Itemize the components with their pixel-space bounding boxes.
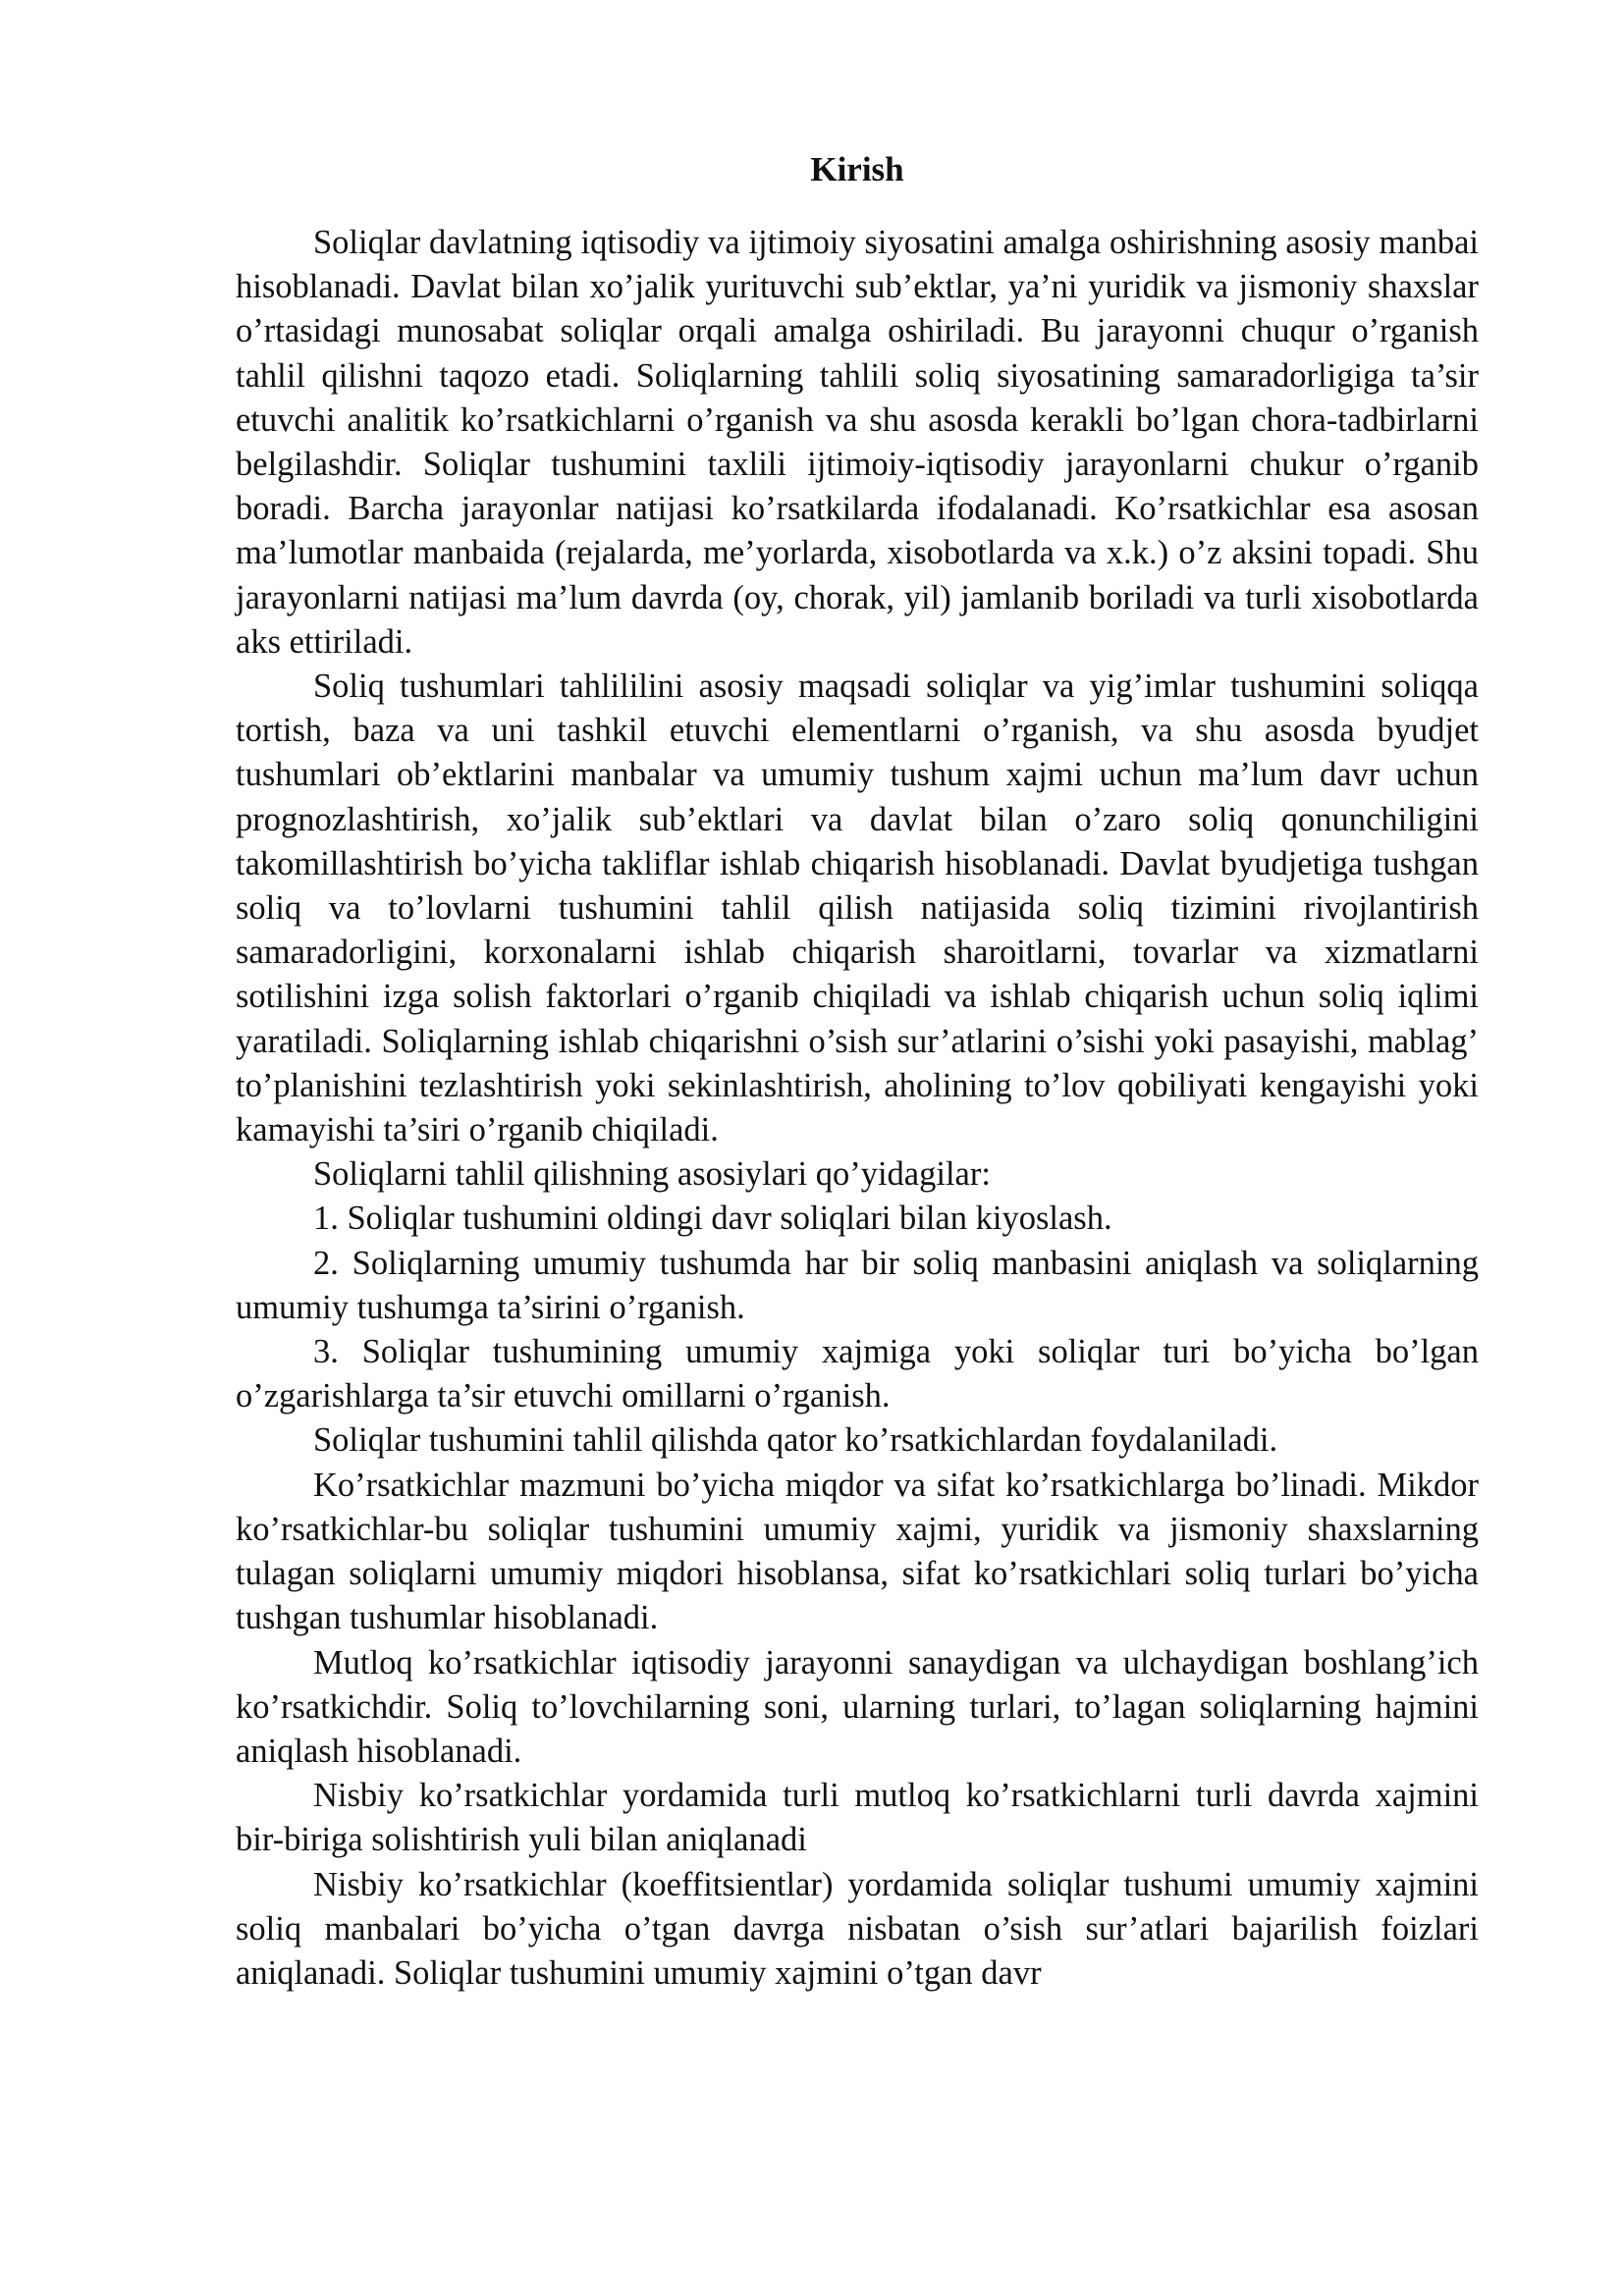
page-title: Kirish [810,150,904,188]
document-page [236,147,1479,1996]
paragraph: Nisbiy ko’rsatkichlar yordamida turli mutloq ko’rsatkichlarni turli davrda xajmini bir-biriga solishtirish yuli bilan aniqlanadi [236,1777,1479,1859]
paragraph: Soliqlar tushumini tahlil qilishda qator ko’rsatkichlardan foydalaniladi. [313,1421,1278,1460]
paragraph: Soliq tushumlari tahlililini asosiy maqsadi soliqlar va yig’imlar tushumini soliqqa tortish, baza va uni tashkil etuvchi elementlarni o’rganish, va shu asosda byudjet tushumlari ob’ektlarini manbalar va umumiy tushum xajmi uchun ma’lum davr uchun prognozlashtirish, xo’jalik sub’ektlari va davlat bilan o’zaro soliq qonunchiligini takomillashtirish bo’yicha takliflar ishlab chiqarish hisoblanadi. Davlat byudjetiga tushgan soliq va to’lovlarni tushumini tahlil qilish natijasida soliq tizimini rivojlantirish samaradorligini, korxonalarni ishlab chiqarish sharoitlarni, tovarlar va xizmatlarni sotilishini izga solish faktorlari o’rganib chiqiladi va ishlab chiqarish uchun soliq iqlimi yaratiladi. Soliqlarning ishlab chiqarishni o’sish sur’atlarini o’sishi yoki pasayishi, mablag’ to’planishini tezlashtirish yoki sekinlashtirish, aholining to’lov qobiliyati kengayishi yoki kamayishi ta’siri o’rganib chiqiladi. [236,667,1479,1149]
list-item: 3. Soliqlar tushumining umumiy xajmiga yoki soliqlar turi bo’yicha bo’lgan o’zgarishlarga ta’sir etuvchi omillarni o’rganish. [236,1333,1479,1415]
list-item: 2. Soliqlarning umumiy tushumda har bir soliq manbasini aniqlash va soliqlarning umumiy tushumga ta’sirini o’rganish. [236,1244,1479,1326]
paragraph: Soliqlar davlatning iqtisodiy va ijtimoiy siyosatini amalga oshirishning asosiy manbai hisoblanadi. Davlat bilan xo’jalik yurituvchi sub’ektlar, ya’ni yuridik va jismoniy shaxslar o’rtasidagi munosabat soliqlar orqali amalga oshiriladi. Bu jarayonni chuqur o’rganish tahlil qilishni taqozo etadi. Soliqlarning tahlili soliq siyosatining samaradorligiga ta’sir etuvchi analitik ko’rsatkichlarni o’rganish va shu asosda kerakli bo’lgan chora-tadbirlarni belgilashdir. Soliqlar tushumini taxlili ijtimoiy-iqtisodiy jarayonlarni chukur o’rganib boradi. Barcha jarayonlar natijasi ko’rsatkilarda ifodalanadi. Ko’rsatkichlar esa asosan ma’lumotlar manbaida (rejalarda, me’yorlarda, xisobotlarda va x.k.) o’z aksini topadi. Shu jarayonlarni natijasi ma’lum davrda (oy, chorak, yil) jamlanib boriladi va turli xisobotlarda aks ettiriladi. [236,224,1479,661]
list-item: 1. Soliqlar tushumini oldingi davr soliqlari bilan kiyoslash. [313,1200,1112,1238]
paragraph: Nisbiy ko’rsatkichlar (koeffitsientlar) yordamida soliqlar tushumi umumiy xajmini soliq manbalari bo’yicha o’tgan davrga nisbatan o’sish sur’atlari bajarilish foizlari aniqlanadi. Soliqlar tushumini umumiy xajmini o’tgan davr [236,1865,1479,1992]
paragraph: Soliqlarni tahlil qilishning asosiylari qo’yidagilar: [313,1155,991,1194]
paragraph: Mutloq ko’rsatkichlar iqtisodiy jarayonni sanaydigan va ulchaydigan boshlang’ich ko’rsatkichdir. Soliq to’lovchilarning soni, ularning turlari, to’lagan soliqlarning hajmini aniqlash hisoblanadi. [236,1643,1479,1770]
paragraph: Ko’rsatkichlar mazmuni bo’yicha miqdor va sifat ko’rsatkichlarga bo’linadi. Mikdor ko’rsatkichlar-bu soliqlar tushumini umumiy xajmi, yuridik va jismoniy shaxslarning tulagan soliqlarni umumiy miqdori hisoblansa, sifat ko’rsatkichlari soliq turlari bo’yicha tushgan tushumlar hisoblanadi. [236,1466,1479,1637]
